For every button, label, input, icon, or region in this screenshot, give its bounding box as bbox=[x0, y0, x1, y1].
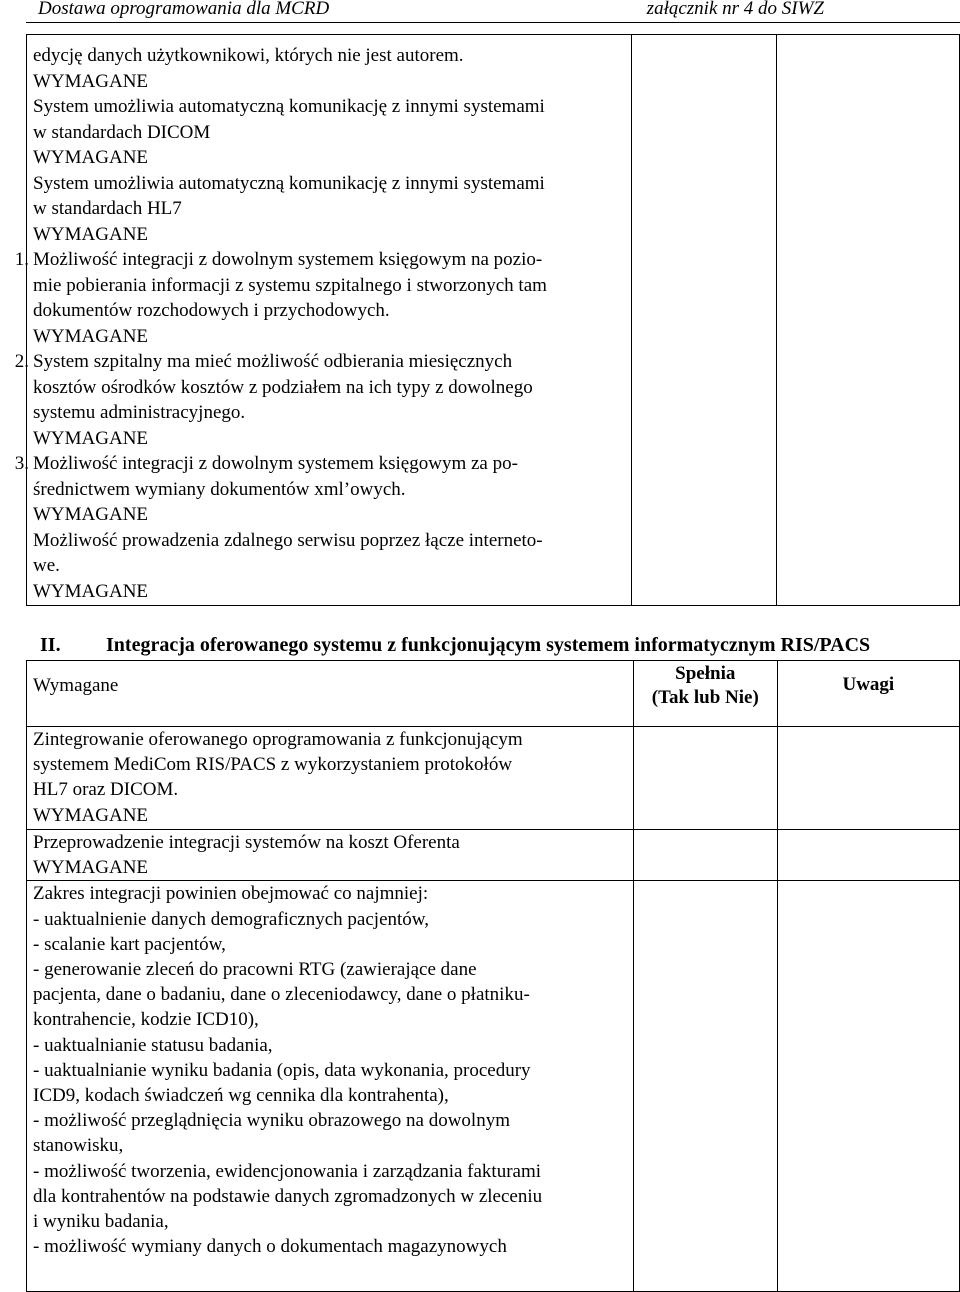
text-line: w standardach HL7 bbox=[33, 198, 182, 219]
table-row bbox=[27, 727, 960, 830]
required-label: WYMAGANE bbox=[33, 857, 149, 879]
text-line: Możliwość integracji z dowolnym systemem księgowym na pozio- bbox=[33, 249, 543, 270]
item-number: 3. bbox=[14, 453, 29, 474]
text-line: Możliwość prowadzenia zdalnego serwisu poprzez łącze interneto- bbox=[33, 529, 543, 551]
uwagi-cell[interactable] bbox=[777, 881, 959, 1292]
column-header-uwagi: Uwagi bbox=[777, 661, 959, 727]
item-number: 1. bbox=[14, 249, 29, 270]
header-line: Spełnia bbox=[675, 663, 736, 684]
text-line: dla kontrahentów na podstawie danych zgromadzonych w zleceniu bbox=[33, 1185, 543, 1207]
section-number: II. bbox=[40, 634, 61, 656]
text-line: pacjenta, dane o badaniu, dane o zleceniodawcy, dane o płatniku- bbox=[33, 984, 530, 1006]
uwagi-cell[interactable] bbox=[777, 830, 959, 881]
text-line: System szpitalny ma mieć możliwość odbierania miesięcznych bbox=[33, 351, 513, 372]
text-line: - uaktualnianie statusu badania, bbox=[33, 1034, 273, 1056]
text-line: Zakres integracji powinien obejmować co najmniej: bbox=[33, 883, 429, 905]
table-row bbox=[27, 35, 960, 606]
spelnia-cell[interactable] bbox=[633, 881, 777, 1292]
header-line: (Tak lub Nie) bbox=[651, 687, 759, 708]
required-label: WYMAGANE bbox=[33, 325, 149, 347]
spelnia-cell[interactable] bbox=[633, 727, 777, 830]
requirement-cell bbox=[27, 727, 634, 830]
text-line: - możliwość przeglądnięcia wyniku obrazowego na dowolnym bbox=[33, 1110, 510, 1132]
text-line: - możliwość wymiany danych o dokumentach magazynowych bbox=[33, 1236, 507, 1258]
column-header-wymagane: Wymagane bbox=[27, 661, 634, 727]
text-line: HL7 oraz DICOM. bbox=[33, 779, 179, 801]
text-line: w standardach DICOM bbox=[33, 121, 211, 143]
requirement-cell bbox=[27, 881, 634, 1292]
uwagi-cell[interactable] bbox=[776, 35, 959, 606]
section-heading bbox=[0, 632, 960, 660]
numbered-item-1 bbox=[14, 247, 631, 349]
text-line: ICD9, kodach świadczeń wg cennika dla kontrahenta), bbox=[33, 1085, 449, 1107]
required-label: WYMAGANE bbox=[33, 804, 149, 826]
required-label: WYMAGANE bbox=[33, 147, 149, 168]
text-line: we. bbox=[33, 555, 60, 576]
numbered-item-2 bbox=[14, 349, 631, 451]
text-line: Zintegrowanie oferowanego oprogramowania z funkcjonującym bbox=[33, 729, 523, 750]
spelnia-cell[interactable] bbox=[633, 830, 777, 881]
header-attachment-label: załącznik nr 4 do SIWZ bbox=[646, 0, 824, 19]
table-row bbox=[27, 881, 960, 1292]
text-line: stanowisku, bbox=[33, 1135, 124, 1157]
required-label: WYMAGANE bbox=[33, 427, 149, 449]
text-line: Przeprowadzenie integracji systemów na koszt Oferenta bbox=[33, 832, 460, 853]
text-line: i wyniku badania, bbox=[33, 1211, 169, 1233]
text-line: - uaktualnienie danych demograficznych pacjentów, bbox=[33, 908, 430, 930]
spelnia-cell[interactable] bbox=[632, 35, 776, 606]
requirements-table-2 bbox=[26, 660, 960, 1292]
text-line: mie pobierania informacji z systemu szpitalnego i stworzonych tam bbox=[33, 274, 547, 296]
table-row bbox=[27, 830, 960, 881]
text-line: kontrahencie, kodzie ICD10), bbox=[33, 1009, 259, 1031]
page-header bbox=[0, 0, 960, 22]
numbered-item-3 bbox=[14, 451, 631, 528]
text-line: System umożliwia automatyczną komunikację z innymi systemami bbox=[33, 172, 545, 194]
text-line: - możliwość tworzenia, ewidencjonowania i zarządzania fakturami bbox=[33, 1160, 542, 1182]
requirements-table-1 bbox=[14, 34, 960, 606]
requirements-text bbox=[14, 35, 631, 604]
table-header-row bbox=[27, 661, 960, 727]
text-line: System umożliwia automatyczną komunikację z innymi systemami bbox=[33, 96, 545, 117]
section-title: Integracja oferowanego systemu z funkcjonującym systemem informatycznym RIS/PACS bbox=[106, 634, 871, 656]
text-line: dokumentów rozchodowych i przychodowych. bbox=[33, 300, 390, 321]
text-line: systemem MediCom RIS/PACS z wykorzystaniem protokołów bbox=[33, 754, 513, 776]
required-label: WYMAGANE bbox=[33, 223, 149, 245]
header-document-title: Dostawa oprogramowania dla MCRD bbox=[38, 0, 330, 19]
column-header-spelnia bbox=[633, 661, 777, 727]
item-number: 2. bbox=[14, 351, 29, 372]
text-line: edycję danych użytkownikowi, których nie jest autorem. bbox=[33, 45, 464, 66]
text-line: kosztów ośrodków kosztów z podziałem na ich typy z dowolnego bbox=[33, 376, 533, 398]
required-label: WYMAGANE bbox=[33, 504, 149, 525]
required-label: WYMAGANE bbox=[33, 580, 149, 602]
text-line: - generowanie zleceń do pracowni RTG (zawierające dane bbox=[33, 959, 477, 981]
requirements-cell bbox=[14, 35, 632, 606]
text-line: Możliwość integracji z dowolnym systemem księgowym za po- bbox=[33, 453, 518, 474]
header-divider bbox=[26, 22, 960, 23]
requirement-cell bbox=[27, 830, 634, 881]
uwagi-cell[interactable] bbox=[777, 727, 959, 830]
text-line: - scalanie kart pacjentów, bbox=[33, 933, 226, 955]
text-line: systemu administracyjnego. bbox=[33, 402, 246, 423]
text-line: - uaktualnianie wyniku badania (opis, data wykonania, procedury bbox=[33, 1059, 531, 1081]
text-line: średnictwem wymiany dokumentów xml’owych. bbox=[33, 478, 406, 500]
required-label: WYMAGANE bbox=[33, 70, 149, 92]
